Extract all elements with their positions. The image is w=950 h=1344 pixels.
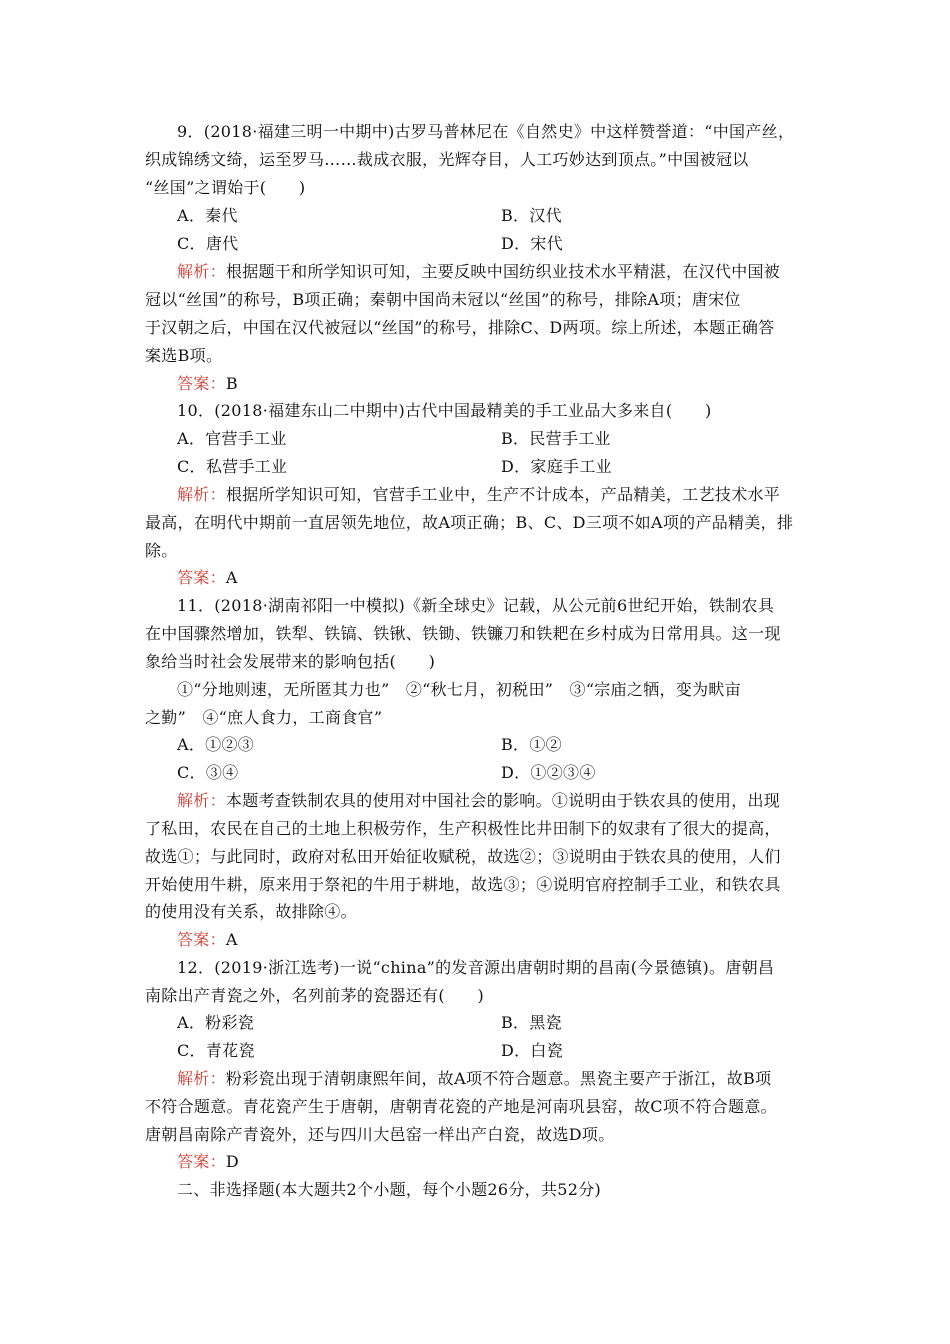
q12-option-b: B．黑瓷 [501, 1013, 562, 1032]
q9-answer-value: B [225, 374, 238, 393]
q11-analysis-line-4: 开始使用牛耕，原来用于祭祀的牛用于耕地，故选③；④说明官府控制手工业，和铁农具 [145, 875, 781, 894]
q9-option-a: A．秦代 [177, 206, 238, 225]
q12-analysis-line-3: 唐朝昌南除产青瓷外，还与四川大邑窑一样出产白瓷，故选D项。 [145, 1125, 615, 1144]
q12-option-a: A．粉彩瓷 [177, 1013, 255, 1032]
q11-analysis-line-1 [177, 787, 780, 815]
q11-analysis-line-3: 故选①；与此同时，政府对私田开始征收赋税，故选②；③说明由于铁农具的使用，人们 [145, 847, 781, 866]
q10-option-d: D．家庭手工业 [501, 457, 612, 476]
q11-option-b: B．①② [501, 735, 562, 754]
q10-analysis-label: 解析： [177, 485, 226, 504]
q10-answer-value: A [225, 568, 238, 587]
q11-items-line-2: 之勤” ④“庶人食力，工商食官” [145, 708, 383, 727]
q10-option-b: B．民营手工业 [501, 429, 611, 448]
q10-stem-line-1: 10．(2018·福建东山二中期中)古代中国最精美的手工业品大多来自( ) [177, 401, 712, 420]
q10-analysis-text-1: 根据所学知识可知，官营手工业中，生产不计成本，产品精美，工艺技术水平 [225, 485, 781, 504]
q12-answer-line [177, 1148, 239, 1176]
q10-answer-line [177, 564, 238, 592]
q11-analysis-text-1: 本题考查铁制农具的使用对中国社会的影响。①说明由于铁农具的使用，出现 [225, 791, 781, 810]
q11-stem-line-1: 11．(2018·湖南祁阳一中模拟)《新全球史》记载，从公元前6世纪开始，铁制农具 [177, 596, 775, 615]
q11-stem-line-2: 在中国骤然增加，铁犁、铁镐、铁锹、铁锄、铁镰刀和铁耙在乡村成为日常用具。这一现 [145, 624, 781, 643]
q11-option-d: D．①②③④ [501, 763, 596, 782]
q11-analysis-line-2: 了私田，农民在自己的土地上积极劳作，生产积极性比井田制下的奴隶有了很大的提高， [145, 819, 781, 838]
q10-answer-label: 答案： [177, 568, 226, 587]
q9-stem-line-1: 9．(2018·福建三明一中期中)古罗马普林尼在《自然史》中这样赞誉道：“中国产丝， [177, 122, 795, 141]
q9-analysis-line-3: 于汉朝之后，中国在汉代被冠以“丝国”的称号，排除C、D两项。综上所述，本题正确答 [145, 318, 775, 337]
q10-option-c: C．私营手工业 [177, 457, 288, 476]
q9-answer-label: 答案： [177, 374, 226, 393]
section-two-heading: 二、非选择题(本大题共2个小题，每个小题26分，共52分) [177, 1180, 602, 1199]
q12-option-c: C．青花瓷 [177, 1041, 255, 1060]
q12-option-d: D．白瓷 [501, 1041, 564, 1060]
q10-option-a: A．官营手工业 [177, 429, 287, 448]
q11-analysis-line-5: 的使用没有关系，故排除④。 [145, 902, 357, 921]
q9-analysis-label: 解析： [177, 262, 226, 281]
q12-answer-label: 答案： [177, 1152, 226, 1171]
q9-analysis-line-2: 冠以“丝国”的称号，B项正确；秦朝中国尚未冠以“丝国”的称号，排除A项；唐宋位 [145, 290, 741, 309]
q12-answer-value: D [225, 1152, 240, 1171]
q10-analysis-line-3: 除。 [145, 541, 178, 560]
q11-option-c: C．③④ [177, 763, 239, 782]
q9-stem-line-3: “丝国”之谓始于( ) [145, 178, 306, 197]
q12-analysis-text-1: 粉彩瓷出现于清朝康熙年间，故A项不符合题意。黑瓷主要产于浙江，故B项 [225, 1069, 772, 1088]
q12-stem-line-1: 12．(2019·浙江选考)一说“china”的发音源出唐朝时期的昌南(今景德镇)。唐朝昌 [177, 958, 775, 977]
q9-analysis-text-1: 根据题干和所学知识可知，主要反映中国纺织业技术水平精湛，在汉代中国被 [225, 262, 781, 281]
q12-analysis-label: 解析： [177, 1069, 226, 1088]
q9-option-d: D．宋代 [501, 234, 564, 253]
q11-answer-line [177, 926, 238, 954]
q12-analysis-line-2: 不符合题意。青花瓷产生于唐朝，唐朝青花瓷的产地是河南巩县窑，故C项不符合题意。 [145, 1097, 777, 1116]
q11-analysis-label: 解析： [177, 791, 226, 810]
q12-analysis-line-1 [177, 1065, 771, 1093]
q9-option-b: B．汉代 [501, 206, 562, 225]
q9-option-c: C．唐代 [177, 234, 239, 253]
q11-stem-line-3: 象给当时社会发展带来的影响包括( ) [145, 652, 436, 671]
q9-analysis-line-1 [177, 258, 780, 286]
q11-option-a: A．①②③ [177, 735, 255, 754]
q10-analysis-line-2: 最高，在明代中期前一直居领先地位，故A项正确；B、C、D三项不如A项的产品精美，排 [145, 513, 794, 532]
q12-stem-line-2: 南除出产青瓷之外，名列前茅的瓷器还有( ) [145, 986, 485, 1005]
q11-answer-value: A [225, 930, 238, 949]
q9-stem-line-2: 织成锦绣文绮，运至罗马……裁成衣服，光辉夺目，人工巧妙达到顶点。”中国被冠以 [145, 150, 749, 169]
q11-items-line-1: ①“分地则速，无所匿其力也” ②“秋七月，初税田” ③“宗庙之牺，变为畎亩 [177, 680, 741, 699]
q9-analysis-line-4: 案选B项。 [145, 346, 223, 365]
q10-analysis-line-1 [177, 481, 780, 509]
q11-answer-label: 答案： [177, 930, 226, 949]
q9-answer-line [177, 370, 238, 398]
